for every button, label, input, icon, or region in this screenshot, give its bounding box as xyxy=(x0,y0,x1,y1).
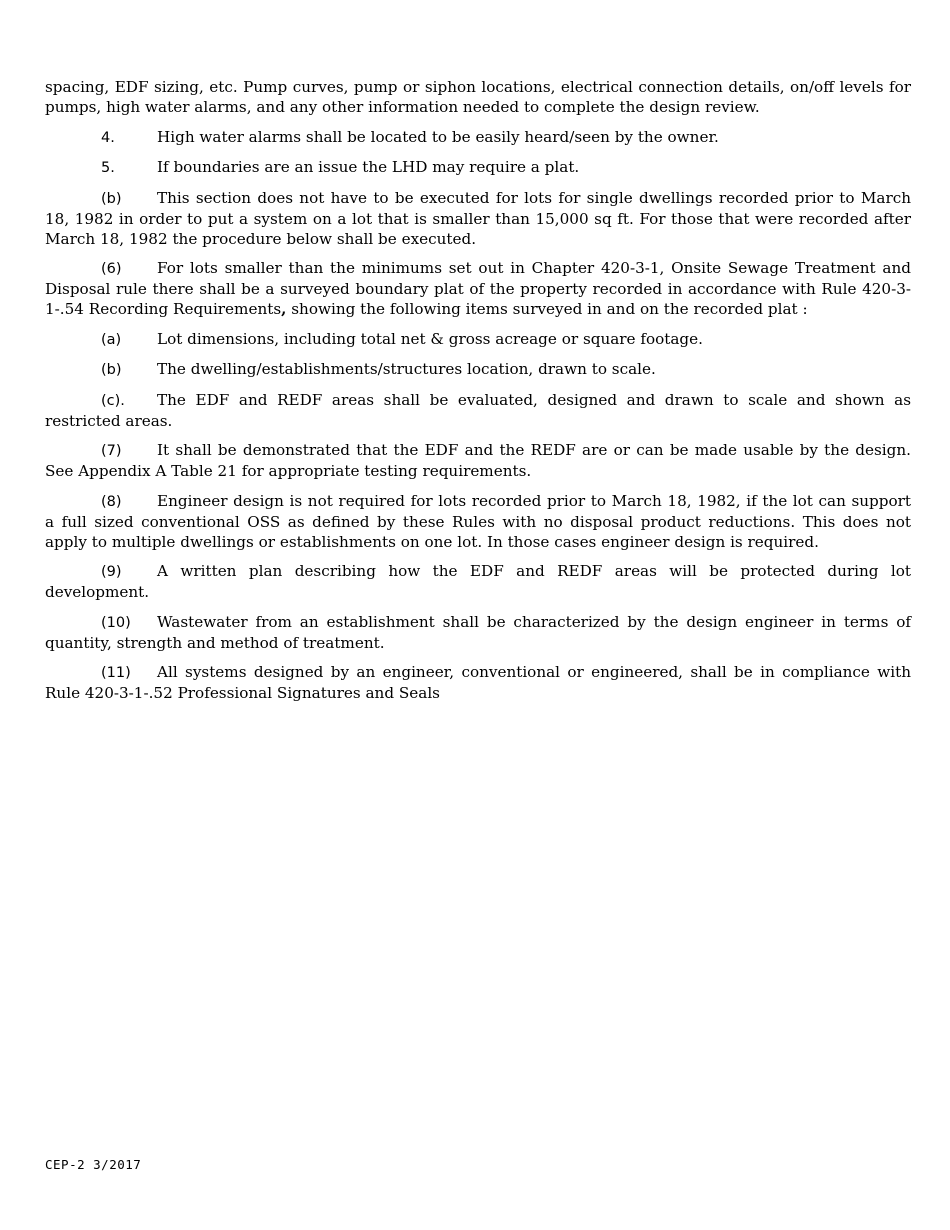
paragraph-label: (10) xyxy=(101,614,131,631)
paragraph-text: This section does not have to be executed for lots for single dwellings recorded prior to March 18, 1982 in order to put a system on a lot that is smaller than 15,000 sq ft. For those that were recorded after March 18, 1982 the procedure below shall be executed. xyxy=(45,188,911,248)
document-body xyxy=(45,77,911,713)
paragraph-text-bold: , xyxy=(281,300,287,318)
paragraph-item-10 xyxy=(45,612,911,653)
paragraph-item-6 xyxy=(45,258,911,319)
paragraph-text: Wastewater from an establishment shall be characterized by the design engineer in terms of quantity, strength and method of treatment. xyxy=(45,612,911,652)
paragraph-item-9 xyxy=(45,561,911,602)
paragraph-label: (a) xyxy=(101,331,122,348)
paragraph-text: All systems designed by an engineer, conventional or engineered, shall be in compliance with Rule 420-3-1-.52 Professional Signatures and Seals xyxy=(45,663,911,702)
paragraph-text: spacing, EDF sizing, etc. Pump curves, pump or siphon locations, electrical connection details, on/off levels for pumps, high water alarms, and any other information needed to complete the design review. xyxy=(45,78,911,116)
paragraph-text: showing the following items surveyed in and on the recorded plat : xyxy=(286,300,808,318)
paragraph-item-5 xyxy=(45,157,911,178)
paragraph-label: (c). xyxy=(101,392,125,409)
paragraph-label: (b) xyxy=(101,190,122,207)
paragraph-label: (6) xyxy=(101,261,122,277)
paragraph-item-11 xyxy=(45,662,911,703)
paragraph-label: (b) xyxy=(101,362,122,378)
paragraph-text: If boundaries are an issue the LHD may require a plat. xyxy=(157,158,580,176)
paragraph-item-7 xyxy=(45,440,911,481)
paragraph-text: Engineer design is not required for lots recorded prior to March 18, 1982, if the lot can support a full sized conventional OSS as defined by these Rules with no disposal product reductions. This does not apply to multiple dwellings or establishments on one lot. In those cases engineer design is required. xyxy=(45,491,911,551)
paragraph-item-a xyxy=(45,329,911,350)
paragraph-text: It shall be demonstrated that the EDF and the REDF are or can be made usable by the design. See Appendix A Table 21 for appropriate testing requirements. xyxy=(45,441,911,480)
paragraph-item-b2 xyxy=(45,359,911,380)
paragraph-label: (8) xyxy=(101,493,122,510)
paragraph-item-c xyxy=(45,390,911,431)
paragraph-item-4 xyxy=(45,127,911,148)
page-footer: CEP-2 3/2017 xyxy=(45,1157,142,1172)
paragraph-item-8 xyxy=(45,491,911,552)
paragraph-continuation xyxy=(45,77,911,117)
paragraph-text: The EDF and REDF areas shall be evaluated, designed and drawn to scale and shown as restricted areas. xyxy=(45,390,911,430)
paragraph-label: 4. xyxy=(101,129,115,146)
paragraph-item-b xyxy=(45,188,911,249)
paragraph-label: (7) xyxy=(101,443,122,459)
paragraph-label: 5. xyxy=(101,160,115,176)
paragraph-label: (11) xyxy=(101,665,131,681)
paragraph-text: High water alarms shall be located to be easily heard/seen by the owner. xyxy=(157,127,719,146)
paragraph-text: A written plan describing how the EDF and REDF areas will be protected during lot development. xyxy=(45,562,911,601)
paragraph-text: The dwelling/establishments/structures location, drawn to scale. xyxy=(157,360,656,378)
paragraph-text: For lots smaller than the minimums set out in Chapter 420-3-1, Onsite Sewage Treatment and Disposal rule there shall be a surveyed boundary plat of the property recorded in accordance with Rule 420-3-1-.54 Recording Requirements xyxy=(45,259,911,318)
paragraph-label: (9) xyxy=(101,564,122,580)
paragraph-text: Lot dimensions, including total net & gross acreage or square footage. xyxy=(157,329,703,348)
